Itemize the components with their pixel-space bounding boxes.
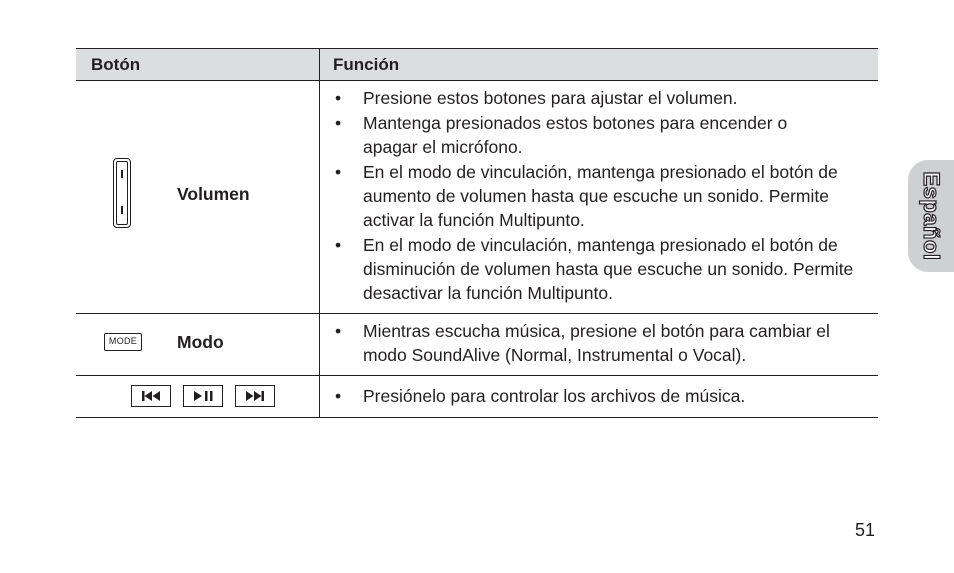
list-item: • En el modo de vinculación, mantenga presionado el botón de aumento de volumen hasta que escuche un sonido. Permite activar la función Multipunto. xyxy=(335,162,838,230)
table-row-volumen xyxy=(76,81,878,314)
language-tab xyxy=(908,160,954,272)
modo-button-cell xyxy=(76,314,320,376)
volumen-button-cell xyxy=(76,81,320,314)
page-number: 51 xyxy=(855,520,876,540)
mode-button-icon: MODE xyxy=(104,333,142,351)
previous-track-icon xyxy=(131,385,171,407)
list-item: • Presiónelo para controlar los archivos de música. xyxy=(335,386,746,406)
table-row-media xyxy=(76,376,878,418)
language-tab-label: Español xyxy=(919,171,944,261)
table-row-modo xyxy=(76,314,878,376)
volumen-label: Volumen xyxy=(177,184,250,204)
play-pause-icon xyxy=(183,385,223,407)
header-funcion: Función xyxy=(320,49,879,81)
volumen-function-cell xyxy=(320,81,879,314)
header-boton: Botón xyxy=(91,55,141,74)
modo-label: Modo xyxy=(177,332,224,352)
list-item: • Presione estos botones para ajustar el volumen. xyxy=(335,88,738,108)
media-function-cell xyxy=(320,376,879,418)
button-function-table xyxy=(76,48,878,418)
volume-rocker-icon xyxy=(113,158,131,228)
list-item: • Mientras escucha música, presione el botón para cambiar el modo SoundAlive (Normal, Instrumental o Vocal). xyxy=(335,321,830,365)
next-track-icon xyxy=(235,385,275,407)
media-button-cell xyxy=(76,376,320,418)
list-item: • En el modo de vinculación, mantenga presionado el botón de disminución de volumen hasta que escuche un sonido. Permite desactivar la función Multipunto. xyxy=(335,235,854,303)
table-header xyxy=(76,49,878,81)
modo-function-cell xyxy=(320,314,879,376)
list-item: • Mantenga presionados estos botones para encender o apagar el micrófono. xyxy=(335,113,788,157)
